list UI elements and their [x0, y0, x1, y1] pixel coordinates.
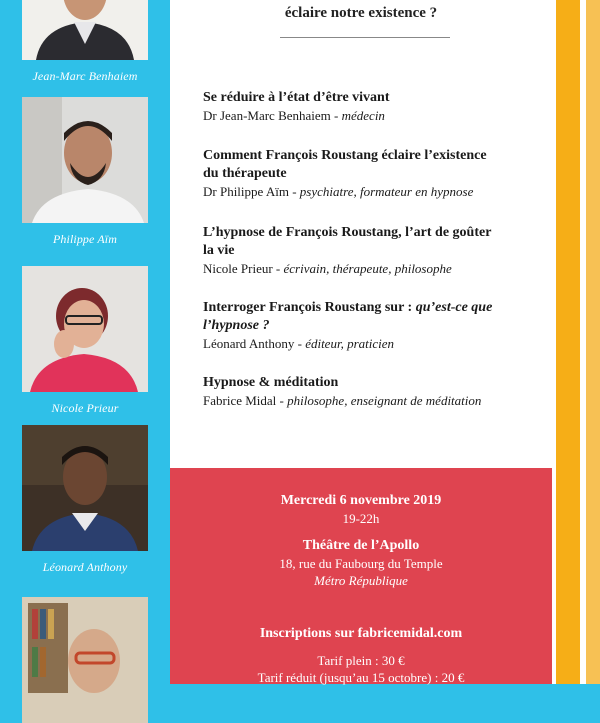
- talk-item: [203, 89, 543, 125]
- talk-title: [203, 299, 543, 335]
- separator: -: [288, 184, 300, 199]
- talk-speaker: [203, 392, 543, 410]
- talk-title: Hypnose & méditation: [203, 375, 339, 390]
- speaker-name: Dr Philippe Aïm: [203, 184, 289, 199]
- talk-item: [203, 374, 543, 410]
- talk-speaker: [203, 260, 543, 278]
- talk-title-line: la vie: [203, 243, 235, 258]
- signup-link[interactable]: Inscriptions sur fabricemidal.com: [259, 626, 463, 641]
- decorative-stripe: [556, 0, 580, 684]
- speaker-photo: [22, 97, 148, 223]
- talk-item: [203, 147, 543, 201]
- talk-title-line: du thérapeute: [203, 166, 287, 181]
- speaker-role: éditeur, praticien: [305, 336, 395, 351]
- speaker-photo: [22, 0, 148, 60]
- speaker-name: Philippe Aïm: [53, 232, 117, 246]
- price-reduced: Tarif réduit (jusqu’au 15 octobre) : 20 €: [257, 670, 465, 685]
- speaker-photo: [22, 425, 148, 551]
- talk-item: [203, 224, 543, 278]
- talk-title-line: L’hypnose de François Roustang, l’art de goûter: [203, 225, 492, 240]
- separator: -: [272, 261, 284, 276]
- talk-speaker: [203, 335, 543, 353]
- speaker-role: écrivain, thérapeute, philosophe: [283, 261, 452, 276]
- speaker-photo: [22, 266, 148, 392]
- speaker-name: Nicole Prieur: [51, 401, 119, 415]
- talk-item: [203, 299, 543, 353]
- speaker-name: Nicole Prieur: [203, 261, 273, 276]
- talk-title-line: [203, 299, 543, 317]
- event-address: 18, rue du Faubourg du Temple: [279, 556, 443, 571]
- speaker-card: [22, 97, 148, 247]
- speaker-role: psychiatre, formateur en hypnose: [299, 184, 474, 199]
- speaker-photo: [22, 597, 148, 723]
- speaker-name: Fabrice Midal: [203, 393, 277, 408]
- event-venue: Théâtre de l’Apollo: [302, 538, 420, 553]
- event-metro: Métro République: [314, 573, 408, 588]
- talk-speaker: [203, 107, 543, 125]
- talk-title-italic: qu’est-ce que: [415, 300, 493, 315]
- separator: -: [294, 336, 306, 351]
- talk-title-text: Interroger François Roustang sur :: [203, 300, 416, 315]
- speaker-role: médecin: [341, 108, 385, 123]
- talk-title-line: Comment François Roustang éclaire l’existence: [203, 148, 487, 163]
- talk-speaker: [203, 183, 543, 201]
- speaker-role: philosophe, enseignant de méditation: [287, 393, 482, 408]
- talk-title-line: l’hypnose ?: [203, 318, 270, 333]
- separator: -: [330, 108, 342, 123]
- speaker-card: [22, 0, 148, 84]
- event-date: Mercredi 6 novembre 2019: [280, 493, 442, 508]
- speaker-card: [22, 266, 148, 416]
- speaker-name: Dr Jean-Marc Benhaiem: [203, 108, 331, 123]
- talk-title: [203, 224, 543, 260]
- divider: [280, 37, 450, 38]
- speaker-card: [22, 425, 148, 575]
- speaker-name: Léonard Anthony: [203, 336, 295, 351]
- talk-title: [203, 147, 543, 183]
- speaker-name: Jean-Marc Benhaiem: [32, 69, 138, 83]
- page-subtitle: éclaire notre existence ?: [284, 5, 438, 21]
- talk-title: Se réduire à l’état d’être vivant: [203, 90, 390, 105]
- separator: -: [276, 393, 288, 408]
- decorative-stripe: [586, 0, 600, 684]
- speaker-card: [22, 597, 148, 723]
- event-time: 19-22h: [342, 511, 380, 526]
- price-full: Tarif plein : 30 €: [317, 653, 405, 668]
- speaker-name: Léonard Anthony: [42, 560, 128, 574]
